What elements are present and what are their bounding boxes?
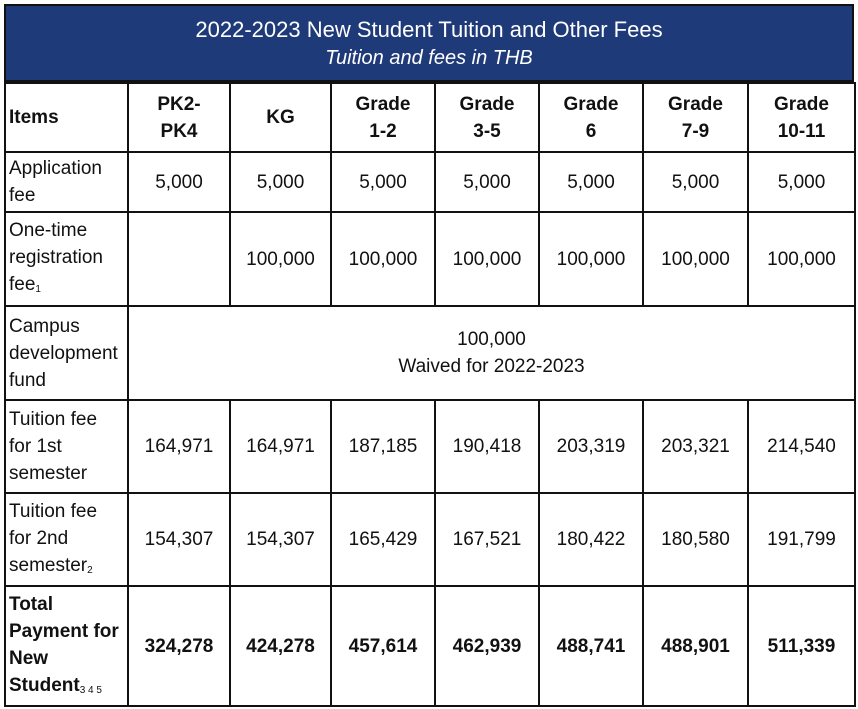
- table-cell: 5,000: [643, 152, 748, 212]
- table-row-total: [5, 586, 855, 706]
- table-cell: 324,278: [128, 586, 230, 706]
- table-cell: 5,000: [435, 152, 539, 212]
- table-cell: 5,000: [539, 152, 643, 212]
- table-cell: 203,321: [643, 400, 748, 493]
- fee-table-container: [4, 4, 854, 707]
- table-cell: 100,000: [748, 212, 855, 306]
- column-header-items: Items: [5, 83, 128, 152]
- merged-cell: [128, 306, 855, 400]
- table-cell: 180,422: [539, 493, 643, 586]
- row-label: Total Payment for New Student$_{3 4 5}$: [5, 586, 128, 706]
- campus-waiver-note: Waived for 2022-2023: [398, 356, 585, 377]
- table-cell: 165,429: [331, 493, 435, 586]
- table-cell: 214,540: [748, 400, 855, 493]
- table-cell: 100,000: [331, 212, 435, 306]
- table-cell: [128, 212, 230, 306]
- column-header-grade: Grade 1-2: [331, 83, 435, 152]
- table-cell: 5,000: [128, 152, 230, 212]
- campus-amount: 100,000: [457, 329, 526, 350]
- column-header-grade: Grade 3-5: [435, 83, 539, 152]
- table-cell: 154,307: [230, 493, 331, 586]
- table-cell: 5,000: [230, 152, 331, 212]
- column-header-grade: Grade 10-11: [748, 83, 855, 152]
- table-cell: 191,799: [748, 493, 855, 586]
- table-row-tuition-2nd: [5, 493, 855, 586]
- table-row-application-fee: [5, 152, 855, 212]
- table-row-campus-development: [5, 306, 855, 400]
- row-label: Tuition fee for 1st semester: [5, 400, 128, 493]
- row-label: Application fee: [5, 152, 128, 212]
- footnote-marker: 1: [35, 284, 41, 295]
- table-cell: 187,185: [331, 400, 435, 493]
- footnote-marker: 3 4 5: [79, 684, 102, 696]
- column-header-grade: KG: [230, 83, 331, 152]
- table-cell: 424,278: [230, 586, 331, 706]
- row-label: Tuition fee for 2nd semester$_2$: [5, 493, 128, 586]
- table-cell: 462,939: [435, 586, 539, 706]
- table-cell: 203,319: [539, 400, 643, 493]
- table-cell: 100,000: [230, 212, 331, 306]
- row-label: Campus development fund: [5, 306, 128, 400]
- table-cell: 100,000: [435, 212, 539, 306]
- table-cell: 180,580: [643, 493, 748, 586]
- table-row-registration-fee: [5, 212, 855, 306]
- table-cell: 511,339: [748, 586, 855, 706]
- column-header-grade: PK2- PK4: [128, 83, 230, 152]
- footnote-marker: 2: [87, 564, 93, 576]
- table-cell: 190,418: [435, 400, 539, 493]
- column-header-row: [5, 83, 855, 152]
- table-cell: 488,901: [643, 586, 748, 706]
- table-subtitle: Tuition and fees in THB: [325, 47, 533, 69]
- table-cell: 100,000: [643, 212, 748, 306]
- row-label: One-time registration fee$_1$: [5, 212, 128, 306]
- table-cell: 488,741: [539, 586, 643, 706]
- table-cell: 164,971: [128, 400, 230, 493]
- table-row-tuition-1st: [5, 400, 855, 493]
- table-cell: 167,521: [435, 493, 539, 586]
- table-cell: 154,307: [128, 493, 230, 586]
- table-header-banner: [4, 4, 854, 82]
- table-title: 2022-2023 New Student Tuition and Other Fees: [195, 17, 663, 42]
- column-header-grade: Grade 6: [539, 83, 643, 152]
- table-cell: 100,000: [539, 212, 643, 306]
- column-header-grade: Grade 7-9: [643, 83, 748, 152]
- table-cell: 5,000: [748, 152, 855, 212]
- table-cell: 164,971: [230, 400, 331, 493]
- table-cell: 5,000: [331, 152, 435, 212]
- table-cell: 457,614: [331, 586, 435, 706]
- fee-table: [4, 82, 856, 707]
